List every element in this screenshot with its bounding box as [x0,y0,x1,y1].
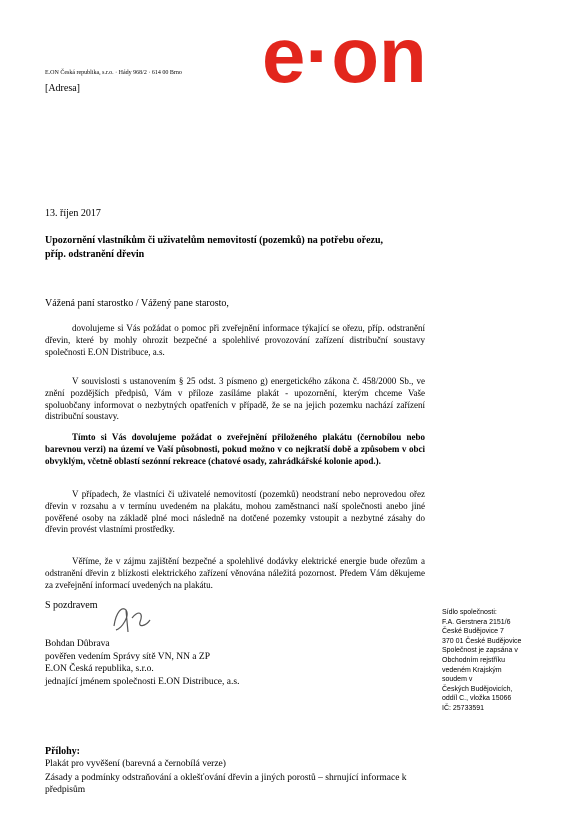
letter-date: 13. říjen 2017 [45,208,101,219]
recipient-address-placeholder: [Adresa] [45,83,80,94]
subject-line-1: Upozornění vlastníkům či uživatelům nemovitostí (pozemků) na potřebu ořezu, [45,235,384,246]
company-info-line: F.A. Gerstnera 2151/6 [442,618,511,626]
signer-company: E.ON Česká republika, s.r.o. [45,664,154,674]
signer-role: pověřen vedením Správy sítě VN, NN a ZP [45,651,210,662]
company-info-line: Obchodním rejstříku [442,656,506,664]
greeting: Vážená paní starostko / Vážený pane starosto, [45,298,229,309]
paragraph-request: dovolujeme si Vás požádat o pomoc při zveřejnění informace týkající se ořezu, příp. odstranění dřevin, které by mohly ohrozit bezpečné a spolehlivé provozování zařízení distribuční soustavy společnosti E.ON Distribuce, a.s. [45,323,425,357]
signer-on-behalf: jednající jménem společnosti E.ON Distribuce, a.s. [45,676,240,687]
subject-line-2: příp. odstranění dřevin [45,249,145,260]
signer-block [45,638,239,688]
attachment-item-rules: Zásady a podmínky odstraňování a oklešťování dřevin a jiných porostů – shrnující informace k předpisům [45,773,407,795]
company-info-line: České Budějovice 7 [442,628,504,636]
company-info-line: oddíl C., vložka 15066 [442,695,512,703]
attachment-item-poster: Plakát pro vyvěšení (barevná a černobílá verze) [45,759,226,769]
company-info-line: IČ: 25733591 [442,704,485,712]
attachments-title: Přílohy: [45,746,80,757]
company-info [442,608,560,714]
eon-logo [262,22,507,92]
paragraph-publish-request: Tímto si Vás dovolujeme požádat o zveřejnění přiloženého plakátu (černobílou nebo barevnou verzi) na území ve Vaší působnosti, pokud možno v co nejkratší době a způsobem v obci obvyklým, včetně oblastí sezónní rekreace (chatové osady, zahrádkářské kolonie apod.). [45,432,425,466]
company-info-line: Společnost je zapsána v [442,647,518,655]
paragraph-thanks: Věříme, že v zájmu zajištění bezpečné a spolehlivé dodávky elektrické energie bude ořezům a odstranění dřevin z blízkosti elektrického zařízení věnována náležitá pozornost. Předem Vám děkujeme za zveřejnění informací uvedených na plakátu. [45,556,425,590]
company-info-line: soudem v [442,676,473,684]
sender-address-line: E.ON Česká republika, s.r.o. · Hády 968/2 · 614 00 Brno [45,70,182,76]
eon-logo-text: e·on [262,22,427,92]
signer-name: Bohdan Dûbrava [45,639,110,649]
letter-subject [45,234,445,262]
paragraph-consequences: V případech, že vlastníci či uživatelé nemovitostí (pozemků) neodstraní nebo neprovedou ořez dřevin v rozsahu a v termínu uvedeném na plakátu, mohou zaměstnanci naší společnosti anebo jiné pověřené osoby na základě plné moci následně na dotčené pozemky vstoupit a nezbytné zásahy do dřevin provést vlastními prostředky. [45,489,425,535]
company-info-line: vedeném Krajským [442,666,502,674]
paragraph-legal-basis: V souvislosti s ustanovením § 25 odst. 3 písmeno g) energetického zákona č. 458/2000 Sb., ve znění pozdějších předpisů, Vám v příloze zasíláme plakát - upozornění, kterým chceme Vaše spoluobčany informovat o nezbytných opatřeních v případě, že se na jejich pozemku nachází zařízení distribuční soustavy. [45,376,425,422]
handwritten-signature [108,600,154,640]
company-info-label: Sídlo společnosti: [442,609,497,616]
company-info-line: Českých Budějovicích, [442,685,513,693]
closing: S pozdravem [45,600,98,611]
company-info-line: 370 01 České Budějovice [442,637,522,645]
